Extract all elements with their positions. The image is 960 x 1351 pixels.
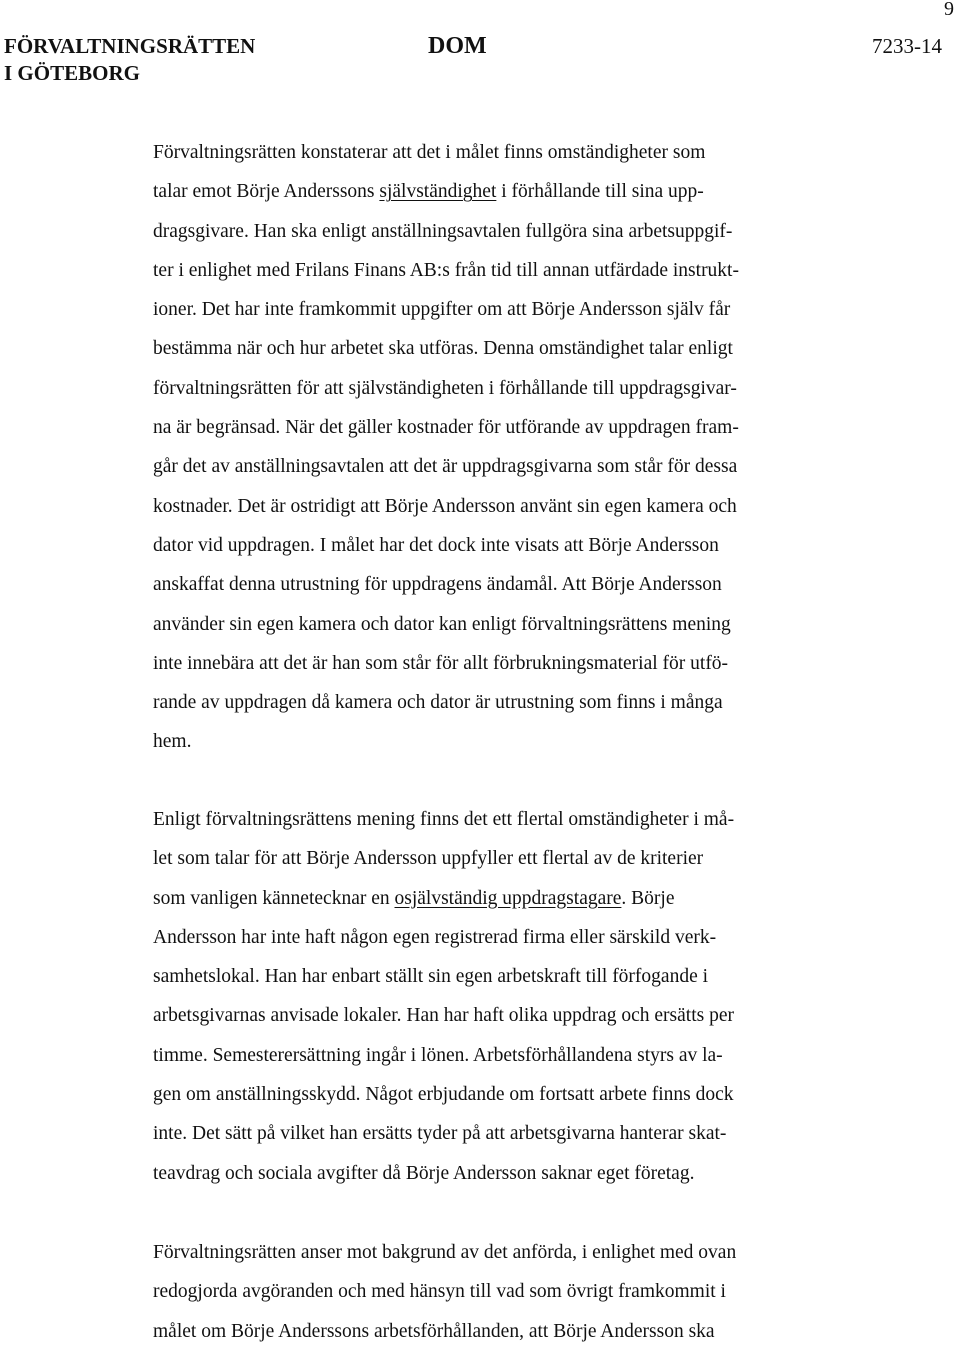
text-segment: ioner. Det har inte framkommit uppgifter om att Börje Andersson själv får	[153, 299, 731, 321]
court-name	[4, 33, 255, 87]
text-line	[153, 133, 853, 172]
document-type: DOM	[428, 33, 487, 59]
text-segment: dator vid uppdragen. I målet har det dock inte visats att Börje Andersson	[153, 534, 719, 556]
court-name-line1: FÖRVALTNINGSRÄTTEN	[4, 34, 256, 58]
text-line	[153, 683, 853, 722]
text-segment: kostnader. Det är ostridigt att Börje Andersson använt sin egen kamera och	[153, 495, 737, 517]
text-segment: Förvaltningsrätten konstaterar att det i målet finns omständigheter som	[153, 142, 706, 163]
text-segment: målet om Börje Anderssons arbetsförhållanden, att Börje Andersson ska	[153, 1320, 715, 1342]
text-line	[153, 447, 853, 486]
text-line	[153, 329, 853, 368]
text-line	[153, 408, 853, 447]
case-number: 7233-14	[872, 34, 942, 58]
underlined-term: osjälvständig uppdragstagare	[394, 887, 622, 909]
text-segment: som vanligen kännetecknar en	[153, 887, 395, 909]
text-line	[153, 605, 853, 644]
text-line	[153, 1036, 853, 1075]
text-segment: redogjorda avgöranden och med hänsyn till vad som övrigt framkommit i	[153, 1281, 726, 1303]
text-segment: ter i enlighet med Frilans Finans AB:s från tid till annan utfärdade instrukt-	[153, 259, 739, 281]
court-name-line2: I GÖTEBORG	[4, 61, 140, 85]
text-line	[153, 800, 853, 839]
text-segment: Andersson har inte haft någon egen registrerad firma eller särskild verk-	[153, 926, 717, 948]
paragraph-2	[153, 800, 853, 1193]
text-segment: timme. Semesterersättning ingår i lönen. Arbetsförhållandena styrs av la-	[153, 1044, 723, 1066]
text-line	[153, 369, 853, 408]
text-line	[153, 1233, 853, 1272]
text-segment: i förhållande till sina upp-	[496, 181, 704, 203]
text-segment: teavdrag och sociala avgifter då Börje Andersson saknar eget företag.	[153, 1162, 695, 1184]
text-segment: går det av anställningsavtalen att det är uppdragsgivarna som står för dessa	[153, 456, 738, 478]
text-segment: Enligt förvaltningsrättens mening finns det ett flertal omständigheter i må-	[153, 809, 735, 830]
underlined-term: självständighet	[379, 181, 497, 203]
text-line	[153, 879, 853, 918]
text-line	[153, 1114, 853, 1153]
page-number: 9	[944, 0, 954, 20]
text-segment: dragsgivare. Han ska enligt anställningsavtalen fullgöra sina arbetsuppgif-	[153, 220, 733, 242]
paragraph-3	[153, 1233, 853, 1351]
text-line	[153, 1154, 853, 1193]
text-line	[153, 1272, 853, 1311]
text-line	[153, 526, 853, 565]
text-line	[153, 290, 853, 329]
text-segment: . Börje	[621, 887, 675, 909]
text-line	[153, 957, 853, 996]
text-segment: inte. Det sätt på vilket han ersätts tyder på att arbetsgivarna hanterar skat-	[153, 1123, 727, 1145]
paragraph-1	[153, 133, 853, 762]
text-segment: na är begränsad. När det gäller kostnader för utförande av uppdragen fram-	[153, 417, 739, 439]
text-line	[153, 644, 853, 683]
text-segment: förvaltningsrätten för att självständigheten i förhållande till uppdragsgivar-	[153, 377, 737, 399]
text-line	[153, 918, 853, 957]
text-line	[153, 172, 853, 211]
text-segment: hem.	[153, 731, 192, 753]
text-line	[153, 1075, 853, 1114]
text-segment: inte innebära att det är han som står för allt förbrukningsmaterial för utfö-	[153, 652, 729, 674]
text-line	[153, 212, 853, 251]
text-segment: använder sin egen kamera och dator kan enligt förvaltningsrättens mening	[153, 613, 731, 635]
text-line	[153, 565, 853, 604]
text-line	[153, 722, 853, 761]
text-line	[153, 1312, 853, 1351]
text-segment: gen om anställningsskydd. Något erbjudande om fortsatt arbete finns dock	[153, 1084, 734, 1106]
text-segment: let som talar för att Börje Andersson uppfyller ett flertal av de kriterier	[153, 848, 704, 870]
text-segment: arbetsgivarnas anvisade lokaler. Han har haft olika uppdrag och ersätts per	[153, 1005, 734, 1027]
text-line	[153, 251, 853, 290]
text-line	[153, 839, 853, 878]
text-segment: bestämma när och hur arbetet ska utföras. Denna omständighet talar enligt	[153, 338, 733, 360]
text-segment: talar emot Börje Anderssons	[153, 181, 380, 203]
text-segment: anskaffat denna utrustning för uppdragens ändamål. Att Börje Andersson	[153, 574, 722, 596]
text-line	[153, 487, 853, 526]
text-segment: samhetslokal. Han har enbart ställt sin egen arbetskraft till förfogande i	[153, 966, 709, 988]
text-segment: rande av uppdragen då kamera och dator är utrustning som finns i många	[153, 692, 723, 714]
text-line	[153, 996, 853, 1035]
text-segment: Förvaltningsrätten anser mot bakgrund av det anförda, i enlighet med ovan	[153, 1242, 737, 1263]
